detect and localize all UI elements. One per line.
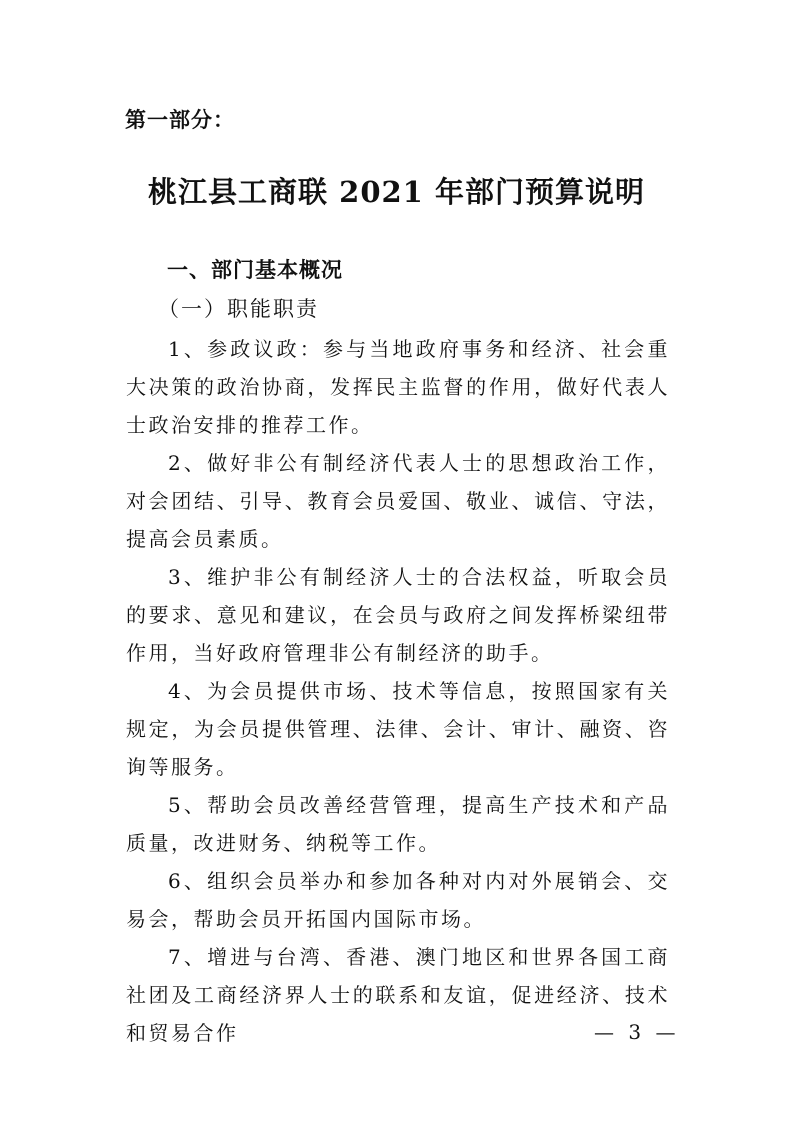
document-title: 桃江县工商联 2021 年部门预算说明 bbox=[148, 175, 645, 209]
paragraph-2: 2、做好非公有制经济代表人士的思想政治工作，对会团结、引导、教育会员爱国、敬业、诚信、守法，提高会员素质。 bbox=[126, 451, 670, 551]
part-label: 第一部分： bbox=[125, 107, 235, 132]
section-heading: 一、部门基本概况 bbox=[167, 257, 343, 282]
paragraph-3: 3、维护非公有制经济人士的合法权益，听取会员的要求、意见和建议，在会员与政府之间发挥桥梁纽带作用，当好政府管理非公有制经济的助手。 bbox=[126, 565, 670, 665]
page-number: — 3 — bbox=[594, 1020, 680, 1044]
paragraph-5: 5、帮助会员改善经营管理，提高生产技术和产品质量，改进财务、纳税等工作。 bbox=[126, 793, 670, 855]
paragraph-4: 4、为会员提供市场、技术等信息，按照国家有关规定，为会员提供管理、法律、会计、审计、融资、咨询等服务。 bbox=[126, 679, 670, 779]
paragraph-1: 1、参政议政：参与当地政府事务和经济、社会重大决策的政治协商，发挥民主监督的作用，做好代表人士政治安排的推荐工作。 bbox=[126, 337, 670, 437]
paragraph-6: 6、组织会员举办和参加各种对内对外展销会、交易会，帮助会员开拓国内国际市场。 bbox=[126, 869, 670, 931]
paragraph-7: 7、增进与台湾、香港、澳门地区和世界各国工商社团及工商经济界人士的联系和友谊，促进经济、技术和贸易合作 bbox=[126, 945, 670, 1045]
body-text bbox=[126, 330, 670, 1052]
subsection-heading: （一）职能职责 bbox=[158, 297, 319, 321]
